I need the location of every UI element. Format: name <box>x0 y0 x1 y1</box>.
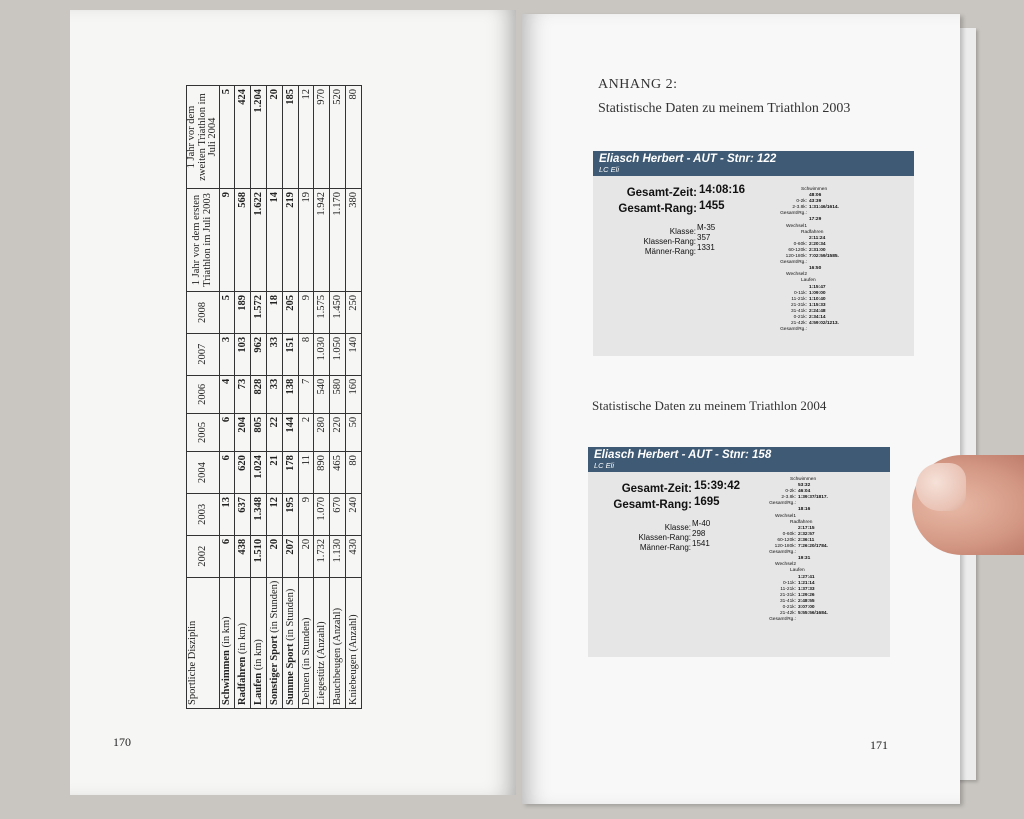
split-value: 1:09:00 <box>809 290 826 296</box>
total-time-value: 14:08:16 <box>699 184 746 196</box>
split-value: 2:48:55 <box>798 598 815 604</box>
table-cell: 828 <box>251 375 267 413</box>
class-rank-label: Klassen-Rang: <box>643 237 696 246</box>
row-label: Liegestütz (Anzahl) <box>314 577 330 708</box>
table-cell: 12 <box>266 493 282 535</box>
split-value: 2:24:48 <box>809 308 826 314</box>
year-header: 2008 <box>187 292 220 334</box>
table-header-row <box>187 86 220 709</box>
table-cell: 250 <box>346 292 362 334</box>
split-section-title: Radfahren <box>790 519 813 525</box>
class-value: M-35 <box>697 223 716 232</box>
split-value: 1:21:14 <box>798 580 815 586</box>
table-row <box>298 86 314 709</box>
discipline-header: Sportliche Disziplin <box>187 577 220 708</box>
before-first-triathlon-header: 1 Jahr vor dem ersten Triathlon im Juli 2003 <box>187 189 220 292</box>
row-label: Bauchbeugen (Anzahl) <box>330 577 346 708</box>
split-key: 0-11k: <box>783 580 796 586</box>
table-row <box>235 86 251 709</box>
table-cell: 11 <box>298 452 314 494</box>
table-cell: 205 <box>282 292 298 334</box>
split-key: 0-11k: <box>794 290 807 296</box>
table-cell: 540 <box>314 375 330 413</box>
split-value: 2:31:00 <box>809 247 826 253</box>
table-cell: 12 <box>298 86 314 189</box>
split-value: 53:32 <box>798 483 811 489</box>
class-label: Klasse: <box>669 227 696 236</box>
split-key: 120-180k: <box>785 254 807 260</box>
split-key: 21-42k: <box>780 611 796 617</box>
table-cell: 637 <box>235 493 251 535</box>
split-value: 1:37:33 <box>798 586 815 592</box>
class-value: M-40 <box>692 519 711 528</box>
athlete-name: Eliasch Herbert - AUT - Stnr: 122 <box>599 153 777 165</box>
table-cell: 144 <box>282 413 298 451</box>
split-key: 0-2k: <box>785 489 796 495</box>
row-label: Laufen (in km) <box>251 577 267 708</box>
split-key: 31-41k: <box>791 308 807 314</box>
heading-2004: Statistische Daten zu meinem Triathlon 2004 <box>592 398 827 413</box>
table-cell: 1.450 <box>330 292 346 334</box>
year-header: 2003 <box>187 493 220 535</box>
split-key: 11-21k: <box>780 586 796 592</box>
table-cell: 19 <box>298 189 314 292</box>
table-cell: 1.510 <box>251 535 267 577</box>
split-key: 2-3.8k: <box>781 495 796 501</box>
split-value: 16:50 <box>809 266 822 272</box>
total-time-value: 15:39:42 <box>694 480 741 492</box>
table-cell: 6 <box>219 535 235 577</box>
table-cell: 20 <box>298 535 314 577</box>
split-row <box>760 617 828 623</box>
split-key: 120-180k: <box>774 544 796 550</box>
table-cell: 280 <box>314 413 330 451</box>
class-rank-label: Klassen-Rang: <box>638 533 691 542</box>
split-key: 11-21k: <box>791 296 807 302</box>
athlete-club: LC Eli <box>599 165 620 174</box>
table-cell: 80 <box>346 86 362 189</box>
men-rank-value: 1541 <box>692 539 710 548</box>
table-cell: 1.942 <box>314 189 330 292</box>
split-value: 19:31 <box>798 556 811 562</box>
table-row <box>219 86 235 709</box>
split-value: 3:07:00 <box>798 604 815 610</box>
table-cell: 20 <box>266 535 282 577</box>
split-value: 1:29:26 <box>798 592 815 598</box>
table-cell: 424 <box>235 86 251 189</box>
before-second-triathlon-header: 1 Jahr vor dem zweiten Triathlon im Juli 2004 <box>187 86 220 189</box>
split-times <box>771 187 839 333</box>
split-key: Wechsel2 <box>786 272 807 278</box>
table-cell: 805 <box>251 413 267 451</box>
split-key: 0-21k: <box>793 314 807 320</box>
split-section-title: Schwimmen <box>801 187 828 192</box>
table-cell: 9 <box>219 189 235 292</box>
split-value: 1:10:40 <box>809 296 826 302</box>
table-cell: 21 <box>266 452 282 494</box>
table-cell: 9 <box>298 493 314 535</box>
table-cell: 1.575 <box>314 292 330 334</box>
table-cell: 8 <box>298 333 314 375</box>
split-key: 0-21k: <box>782 604 796 610</box>
split-value: 1:27:41 <box>798 574 815 580</box>
heading-2003: Statistische Daten zu meinem Triathlon 2003 <box>598 101 851 116</box>
total-rank-value: 1455 <box>699 200 725 212</box>
split-key: Gesamt/Rg.: <box>769 550 796 556</box>
table-cell: 189 <box>235 292 251 334</box>
table-cell: 1.170 <box>330 189 346 292</box>
row-label: Summe Sport (in Stunden) <box>282 577 298 708</box>
table-row <box>251 86 267 709</box>
table-cell: 5 <box>219 86 235 189</box>
split-value: 46:04 <box>798 489 811 495</box>
table-cell: 219 <box>282 189 298 292</box>
year-header: 2005 <box>187 413 220 451</box>
row-label: Radfahren (in km) <box>235 577 251 708</box>
table-cell: 22 <box>266 413 282 451</box>
year-header: 2002 <box>187 535 220 577</box>
split-value: 1:31:46/1614. <box>809 205 839 211</box>
table-cell: 962 <box>251 333 267 375</box>
split-key: Gesamt/Rg.: <box>769 501 796 507</box>
split-section-title: Schwimmen <box>790 477 817 482</box>
split-value: 2:20:34 <box>809 241 826 247</box>
total-rank-label: Gesamt-Rang: <box>618 203 697 215</box>
split-value: 5:55:56/1684. <box>798 611 828 617</box>
card-header <box>588 447 890 472</box>
table-cell: 204 <box>235 413 251 451</box>
total-time-label: Gesamt-Zeit: <box>621 483 692 495</box>
split-key: Wechsel1 <box>775 513 796 519</box>
table-row <box>314 86 330 709</box>
card-header <box>593 151 914 176</box>
table-cell: 220 <box>330 413 346 451</box>
table-cell: 1.050 <box>330 333 346 375</box>
table-cell: 207 <box>282 535 298 577</box>
men-rank-value: 1331 <box>697 243 715 252</box>
split-times <box>760 477 828 623</box>
split-key: Wechsel1 <box>786 223 807 229</box>
athlete-name: Eliasch Herbert - AUT - Stnr: 158 <box>594 449 772 461</box>
men-rank-label: Männer-Rang: <box>644 247 696 256</box>
table-cell: 1.572 <box>251 292 267 334</box>
class-label: Klasse: <box>664 523 691 532</box>
table-cell: 13 <box>219 493 235 535</box>
table-cell: 1.070 <box>314 493 330 535</box>
appendix-heading: ANHANG 2: <box>598 77 678 92</box>
class-rank-value: 298 <box>692 529 706 538</box>
split-key: Wechsel2 <box>775 562 796 568</box>
table-cell: 620 <box>235 452 251 494</box>
table-cell: 670 <box>330 493 346 535</box>
table-cell: 1.732 <box>314 535 330 577</box>
split-value: 1:15:47 <box>809 284 826 290</box>
row-label: Schwimmen (in km) <box>219 577 235 708</box>
split-key: 60-120k: <box>788 247 807 253</box>
page-number-right: 171 <box>870 738 888 752</box>
table-cell: 1.130 <box>330 535 346 577</box>
split-key: Gesamt/Rg.: <box>780 327 807 333</box>
split-key: 0-60k: <box>793 241 807 247</box>
split-value: 17:29 <box>809 217 822 223</box>
table-cell: 103 <box>235 333 251 375</box>
total-time-label: Gesamt-Zeit: <box>626 187 697 199</box>
split-value: 7:02:59/1585. <box>809 254 839 260</box>
table-cell: 9 <box>298 292 314 334</box>
table-cell: 138 <box>282 375 298 413</box>
split-key: 0-60k: <box>782 531 796 537</box>
table-row <box>282 86 298 709</box>
row-label: Kniebeugen (Anzahl) <box>346 577 362 708</box>
result-card-2003 <box>593 151 914 356</box>
split-section-title: Laufen <box>790 568 805 574</box>
row-label: Sonstiger Sport (in Stunden) <box>266 577 282 708</box>
table-cell: 18 <box>266 292 282 334</box>
table-cell: 6 <box>219 452 235 494</box>
split-key: 21-42k: <box>791 321 807 327</box>
table-cell: 7 <box>298 375 314 413</box>
table-cell: 430 <box>346 535 362 577</box>
table-cell: 438 <box>235 535 251 577</box>
split-value: 2:32:57 <box>798 531 815 537</box>
split-value: 1:15:33 <box>809 302 826 308</box>
split-key: 0-2k: <box>796 199 807 205</box>
table-cell: 80 <box>346 452 362 494</box>
split-value: 4:59:02/1213. <box>809 321 839 327</box>
table-cell: 1.622 <box>251 189 267 292</box>
result-card-2004 <box>588 447 890 657</box>
table-cell: 465 <box>330 452 346 494</box>
table-cell: 5 <box>219 292 235 334</box>
split-section-title: Laufen <box>801 278 816 284</box>
table-row <box>330 86 346 709</box>
table-row <box>266 86 282 709</box>
split-key: Gesamt/Rg.: <box>769 617 796 623</box>
table-cell: 33 <box>266 333 282 375</box>
table-cell: 1.030 <box>314 333 330 375</box>
split-row <box>771 327 839 333</box>
table-cell: 195 <box>282 493 298 535</box>
table-cell: 3 <box>219 333 235 375</box>
split-key: 60-120k: <box>777 537 796 543</box>
table-cell: 20 <box>266 86 282 189</box>
split-value: 2:11:24 <box>809 235 826 241</box>
class-rank-value: 357 <box>697 233 711 242</box>
table-cell: 178 <box>282 452 298 494</box>
table-cell: 568 <box>235 189 251 292</box>
men-rank-label: Männer-Rang: <box>639 543 691 552</box>
table-cell: 2 <box>298 413 314 451</box>
split-key: Gesamt/Rg.: <box>780 260 807 266</box>
split-key: 21-31k: <box>791 302 807 308</box>
athlete-club: LC Eli <box>594 461 615 470</box>
split-section-title: Radfahren <box>801 229 824 235</box>
split-value: 48:06 <box>809 193 822 199</box>
table-cell: 4 <box>219 375 235 413</box>
table-cell: 520 <box>330 86 346 189</box>
split-value: 2:17:15 <box>798 525 815 531</box>
total-rank-label: Gesamt-Rang: <box>613 499 692 511</box>
table-cell: 6 <box>219 413 235 451</box>
split-value: 2:34:14 <box>809 314 826 320</box>
split-key: 21-31k: <box>780 592 796 598</box>
table-cell: 33 <box>266 375 282 413</box>
year-header: 2007 <box>187 333 220 375</box>
page-number-left: 170 <box>113 735 131 749</box>
table-cell: 151 <box>282 333 298 375</box>
table-cell: 970 <box>314 86 330 189</box>
total-rank-value: 1695 <box>694 496 720 508</box>
table-cell: 1.024 <box>251 452 267 494</box>
split-value: 18:16 <box>798 507 811 513</box>
table-cell: 580 <box>330 375 346 413</box>
table-cell: 14 <box>266 189 282 292</box>
sport-statistics-table <box>186 85 362 709</box>
table-cell: 140 <box>346 333 362 375</box>
table-cell: 1.348 <box>251 493 267 535</box>
table-cell: 73 <box>235 375 251 413</box>
split-value: 7:26:20/1784. <box>798 544 828 550</box>
table-cell: 240 <box>346 493 362 535</box>
year-header: 2004 <box>187 452 220 494</box>
split-value: 2:36:11 <box>798 537 815 543</box>
split-value: 43:39 <box>809 199 822 205</box>
split-key: Gesamt/Rg.: <box>780 211 807 217</box>
table-cell: 1.204 <box>251 86 267 189</box>
row-label: Dehnen (in Stunden) <box>298 577 314 708</box>
table-cell: 890 <box>314 452 330 494</box>
fingernail <box>916 463 966 511</box>
table-cell: 380 <box>346 189 362 292</box>
table-row <box>346 86 362 709</box>
split-key: 2-3.8k: <box>792 205 807 211</box>
table-cell: 50 <box>346 413 362 451</box>
split-key: 31-41k: <box>780 598 796 604</box>
table-cell: 185 <box>282 86 298 189</box>
table-cell: 160 <box>346 375 362 413</box>
year-header: 2006 <box>187 375 220 413</box>
split-value: 1:39:37/1817. <box>798 495 828 501</box>
